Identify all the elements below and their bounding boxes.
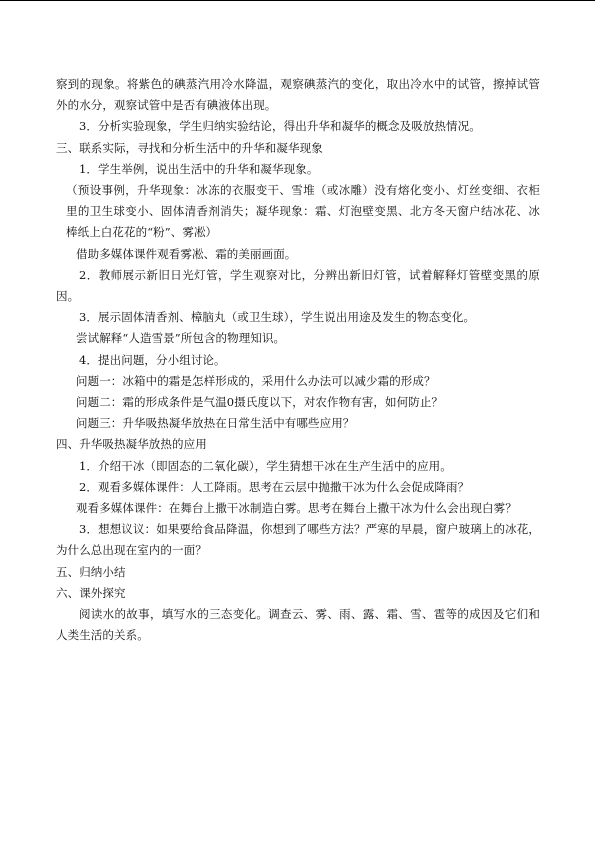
paragraph-step-3-deodorant: 3．展示固体清香剂、樟脑丸（或卫生球），学生说出用途及发生的物态变化。 [79,310,476,325]
paragraph-preset-examples: （预设事例，升华现象：冰冻的衣服变干、雪堆（或冰雕）没有熔化变小、灯丝变细、衣柜里的卫生球变小、固体清香剂消失；凝华现象：霜、灯泡壁变黑、北方冬天窗户结冰花、冰棒纸上白花花的“粉”、雾凇） [66,183,540,240]
section-heading-4: 四、升华吸热凝华放热的应用 [56,437,207,452]
section-heading-3: 三、联系实际，寻找和分析生活中的升华和凝华现象 [56,140,323,155]
paragraph-question-1: 问题一：冰箱中的霜是怎样形成的，采用什么办法可以减少霜的形成？ [76,373,436,388]
section-heading-5: 五、归纳小结 [56,564,126,579]
paragraph-continued-observation: 察到的现象。将紫色的碘蒸汽用冷水降温，观察碘蒸汽的变化，取出冷水中的试管，擦掉试管外的水分，观察试管中是否有碘液体出现。 [56,77,540,113]
paragraph-artificial-rain: 2．观看多媒体课件：人工降雨。思考在云层中抛撒干冰为什么会促成降雨？ [79,479,470,494]
paragraph-question-2: 问题二：霜的形成条件是气温0摄氏度以下，对农作物有害，如何防止？ [76,395,444,410]
paragraph-dry-ice-intro: 1．介绍干冰（即固态的二氧化碳），学生猜想干冰在生产生活中的应用。 [79,458,452,473]
section-heading-6: 六、课外探究 [56,585,126,600]
document-body [56,74,540,646]
paragraph-think-discuss: 3．想想议议：如果要给食品降温，你想到了哪些方法？严寒的早晨，窗户玻璃上的冰花，为什么总出现在室内的一面？ [56,522,540,558]
header-rule [0,0,595,1]
paragraph-stage-fog: 观看多媒体课件：在舞台上撒干冰制造白雾。思考在舞台上撒干冰为什么会出现白雾？ [76,501,517,516]
paragraph-step-3-analysis: 3．分析实验现象，学生归纳实验结论，得出升华和凝华的概念及吸放热情况。 [79,119,481,134]
paragraph-multimedia-frost: 借助多媒体课件观看雾凇、霜的美丽画面。 [76,246,297,261]
paragraph-question-3: 问题三：升华吸热凝华放热在日常生活中有哪些应用？ [76,416,355,431]
paragraph-artificial-snow: 尝试解释“人造雪景”所包含的物理知识。 [76,331,286,346]
paragraph-step-4-discussion: 4．提出问题，分小组讨论。 [79,352,226,367]
paragraph-extracurricular: 阅读水的故事，填写水的三态变化。调查云、雾、雨、露、霜、雪、雹等的成因及它们和人类生活的关系。 [56,607,540,643]
paragraph-step-2-lamp: 2．教师展示新旧日光灯管，学生观察对比，分辨出新旧灯管，试着解释灯管壁变黑的原因。 [56,267,540,304]
paragraph-step-1-examples: 1．学生举例，说出生活中的升华和凝华现象。 [79,161,319,176]
